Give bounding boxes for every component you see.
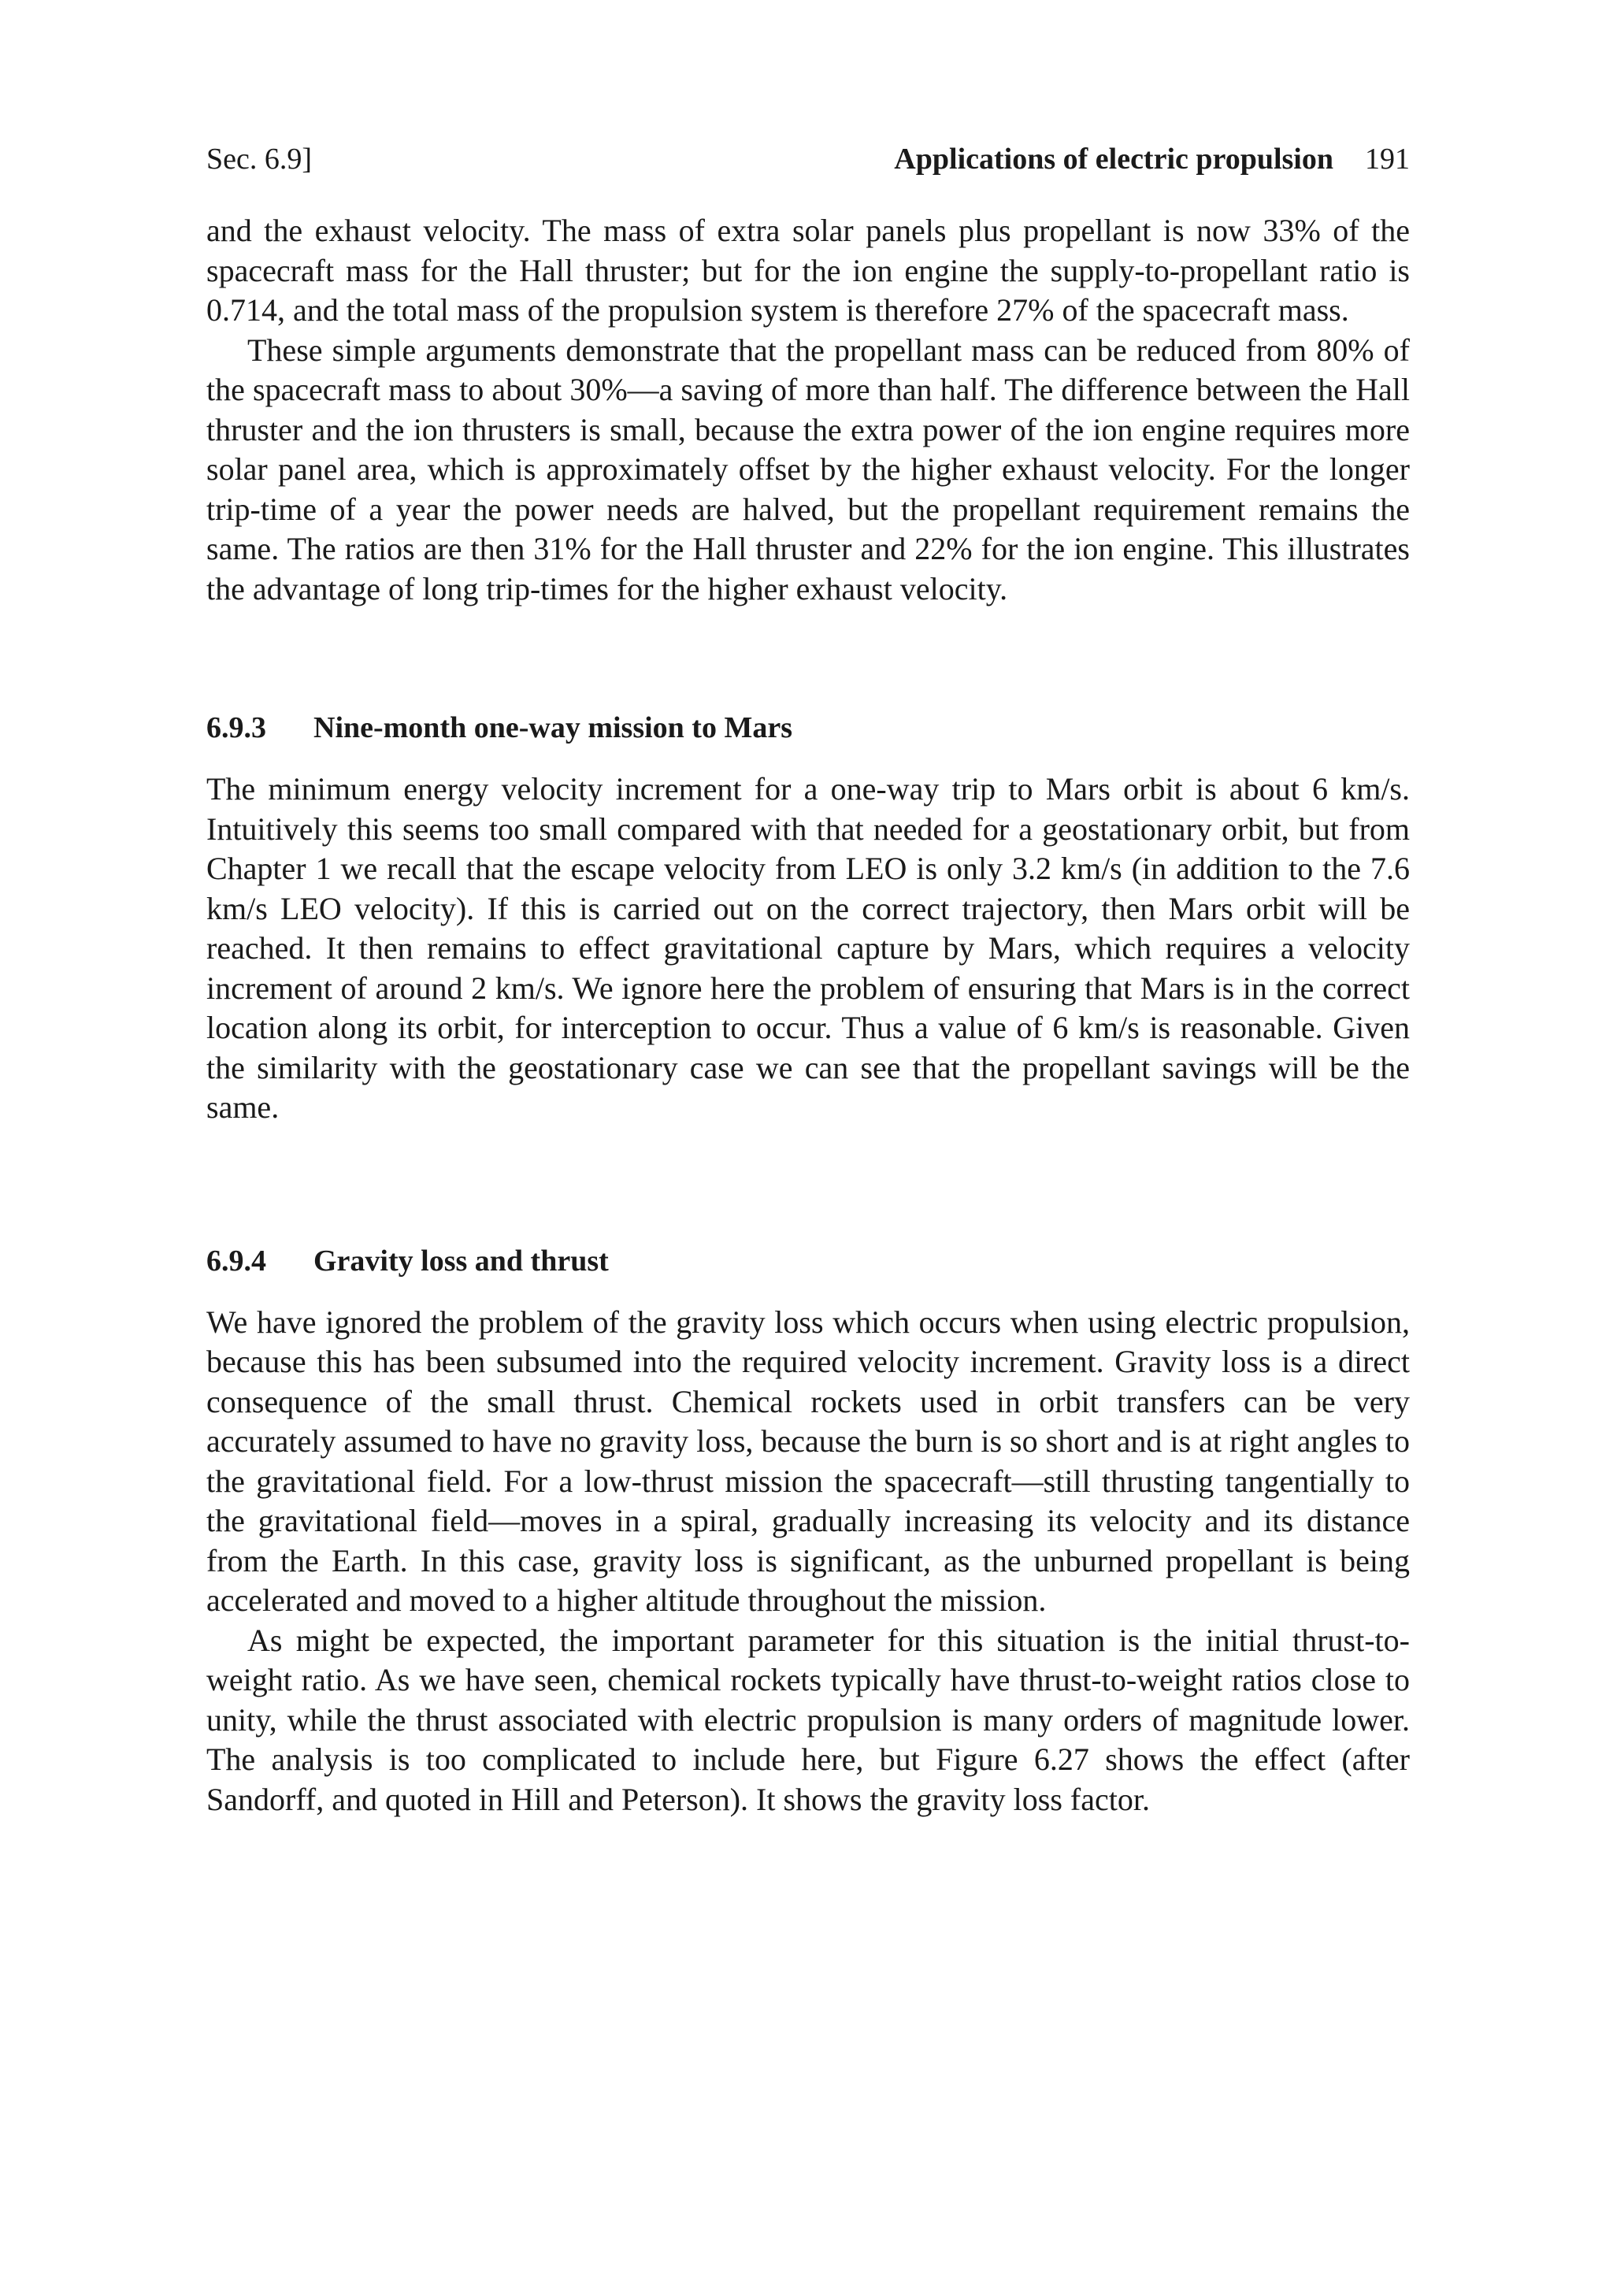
page-number: 191 xyxy=(1365,143,1410,176)
section-reference: Sec. 6.9] xyxy=(206,143,313,176)
section-6-9-4 xyxy=(206,1241,1410,1820)
running-head-right xyxy=(894,139,1410,180)
running-title: Applications of electric propulsion xyxy=(894,143,1333,176)
section-number: 6.9.4 xyxy=(206,1244,266,1278)
paragraph: and the exhaust velocity. The mass of extra solar panels plus propellant is now 33% of the spacecraft mass for the Hall thruster; but for the ion engine the supply-to-propellant ratio is 0.714, and the total mass of the propulsion system is therefore 27% of the spacecraft mass. xyxy=(206,213,1410,328)
section-heading xyxy=(206,1241,1410,1281)
paragraph: The minimum energy velocity increment for a one-way trip to Mars orbit is about 6 km/s. Intuitively this seems too small compared with that needed for a geostationary orbit, but from Chapter 1 we recall that the escape velocity from LEO is only 3.2 km/s (in addition to the 7.6 km/s LEO velocity). If this is carried out on the correct trajectory, then Mars orbit will be reached. It then remains to effect gravitational capture by Mars, which requires a velocity increment of around 2 km/s. We ignore here the problem of ensuring that Mars is in the correct location along its orbit, for interception to occur. Thus a value of 6 km/s is reasonable. Given the similarity with the geostationary case we can see that the propellant savings will be the same. xyxy=(206,771,1410,1125)
section-number: 6.9.3 xyxy=(206,711,266,744)
body-text xyxy=(206,211,1410,609)
book-page xyxy=(206,139,1410,1819)
section-6-9-3 xyxy=(206,708,1410,1128)
paragraph: As might be expected, the important parameter for this situation is the initial thrust-to-weight ratio. As we have seen, chemical rockets typically have thrust-to-weight ratios close to unity, while the thrust associated with electric propulsion is many orders of magnitude lower. The analysis is too complicated to include here, but Figure 6.27 shows the effect (after Sandorff, and quoted in Hill and Peterson). It shows the gravity loss factor. xyxy=(206,1622,1410,1817)
section-heading xyxy=(206,708,1410,747)
running-head xyxy=(206,139,1410,180)
section-title: Nine-month one-way mission to Mars xyxy=(313,711,792,744)
paragraph: We have ignored the problem of the gravity loss which occurs when using electric propulsion, because this has been subsumed into the required velocity increment. Gravity loss is a direct consequence of the small thrust. Chemical rockets used in orbit transfers can be very accurately assumed to have no gravity loss, because the burn is so short and is at right angles to the gravitational field. For a low-thrust mission the spacecraft—still thrusting tangentially to the gravitational field—moves in a spiral, gradually increasing its velocity and its distance from the Earth. In this case, gravity loss is significant, as the unburned propellant is being accelerated and moved to a higher altitude throughout the mission. xyxy=(206,1304,1410,1618)
section-title: Gravity loss and thrust xyxy=(313,1244,609,1278)
paragraph: These simple arguments demonstrate that the propellant mass can be reduced from 80% of the spacecraft mass to about 30%—a saving of more than half. The difference between the Hall thruster and the ion thrusters is small, because the extra power of the ion engine requires more solar panel area, which is approximately offset by the higher exhaust velocity. For the longer trip-time of a year the power needs are halved, but the propellant requirement remains the same. The ratios are then 31% for the Hall thruster and 22% for the ion engine. This illustrates the advantage of long trip-times for the higher exhaust velocity. xyxy=(206,332,1410,606)
